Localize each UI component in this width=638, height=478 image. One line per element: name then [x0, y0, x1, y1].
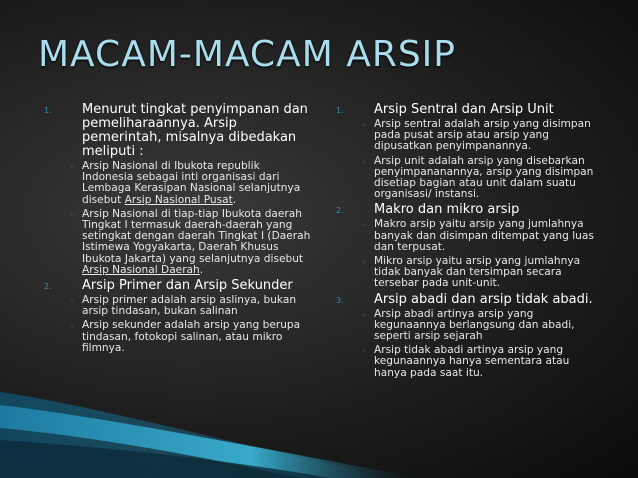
- item-heading: Arsip Sentral dan Arsip Unit: [374, 102, 554, 117]
- item-heading: Menurut tingkat penyimpanan dan pemeliharaannya. Arsip pemerintah, misalnya dibedakan meliputi :: [82, 102, 308, 159]
- sub-item-text: Arsip unit adalah arsip yang disebarkan penyimpananannya, arsip yang disimpan disetiap bagian atau unit dalam suatu organisasi/ instansi.: [374, 154, 594, 201]
- sub-list: [362, 218, 604, 290]
- sub-item-text: Makro arsip yaitu arsip yang jumlahnya banyak dan disimpan ditempat yang luas dan terpusat.: [374, 218, 594, 253]
- sub-item: [362, 118, 604, 153]
- numbered-item: [44, 103, 312, 276]
- sub-item: [362, 307, 604, 343]
- bullet-icon: ◦: [362, 347, 367, 357]
- item-number: 1.: [336, 106, 344, 115]
- numbered-item: [336, 203, 604, 289]
- sub-item-text: Arsip Nasional di tiap-tiap Ibukota daerah Tingkat I termasuk daerah-daerah yang setingkat dengan daerah Tingkat I (Daerah Istimewa Yogyakarta, Daerah Khusus Ibukota Jakarta) yang selanjutnya disebut: [82, 207, 311, 265]
- item-number: 3.: [336, 295, 344, 305]
- sub-item: [70, 319, 312, 354]
- sub-item-text: Arsip sentral adalah arsip yang disimpan pada pusat arsip atau arsip yang dipusatkan penyimpanannya.: [374, 118, 591, 153]
- sub-item: [362, 344, 604, 379]
- sub-item: [362, 218, 604, 253]
- slide-title: MACAM-MACAM ARSIP: [38, 34, 457, 75]
- item-heading: Makro dan mikro arsip: [374, 202, 520, 218]
- sub-list: [70, 294, 312, 354]
- sub-item: [70, 207, 312, 276]
- bullet-icon: ◦: [362, 121, 367, 130]
- sub-list: [70, 160, 312, 276]
- sub-list: [362, 307, 604, 379]
- sub-item-text: Arsip Nasional di Ibukota republik Indonesia sebagai inti organisasi dari Lembaga Kerasipan Nasional selanjutnya disebut: [82, 160, 301, 206]
- sub-item: [70, 160, 312, 206]
- sub-item-text: Arsip tidak abadi artinya arsip yang kegunaannya hanya sementara atau hanya pada saat itu.: [374, 344, 570, 379]
- sub-item-text: Arsip primer adalah arsip aslinya, bukan arsip tindasan, bukan salinan: [82, 294, 297, 318]
- sub-item-link[interactable]: Arsip Nasional Pusat: [124, 193, 233, 206]
- bullet-icon: ◦: [362, 157, 367, 167]
- sub-item-text: Mikro arsip yaitu arsip yang jumlahnya tidak banyak dan tersimpan secara tersebar pada unit-unit.: [374, 255, 581, 290]
- sub-item-link[interactable]: Arsip Nasional Daerah: [82, 263, 200, 276]
- item-number: 2.: [44, 282, 52, 292]
- bullet-icon: ◦: [70, 163, 75, 172]
- sub-list: [362, 118, 604, 201]
- item-heading: Arsip abadi dan arsip tidak abadi.: [374, 291, 593, 307]
- sub-item-suffix: .: [232, 193, 237, 206]
- sub-item-text: Arsip abadi artinya arsip yang kegunaannya berlangsung dan abadi, seperti arsip sejarah: [374, 307, 575, 343]
- sub-item-suffix: .: [199, 263, 204, 276]
- numbered-item: [44, 279, 312, 354]
- sub-item: [70, 294, 312, 318]
- item-number: 2.: [336, 206, 344, 216]
- bullet-icon: ◦: [70, 297, 75, 307]
- left-column-list: [44, 103, 312, 357]
- bullet-icon: ◦: [70, 210, 75, 220]
- bullet-icon: ◦: [362, 258, 367, 268]
- item-heading: Arsip Primer dan Arsip Sekunder: [82, 278, 293, 294]
- bullet-icon: ◦: [70, 322, 75, 332]
- numbered-item: [336, 293, 604, 379]
- sub-item: [362, 154, 604, 201]
- right-column-list: [336, 103, 604, 382]
- bullet-icon: ◦: [362, 310, 367, 320]
- item-number: 1.: [44, 106, 52, 115]
- sub-item-text: Arsip sekunder adalah arsip yang berupa tindasan, fotokopi salinan, atau mikro filmnya.: [82, 319, 301, 354]
- numbered-item: [336, 103, 604, 200]
- sub-item: [362, 255, 604, 290]
- bullet-icon: ◦: [362, 221, 367, 231]
